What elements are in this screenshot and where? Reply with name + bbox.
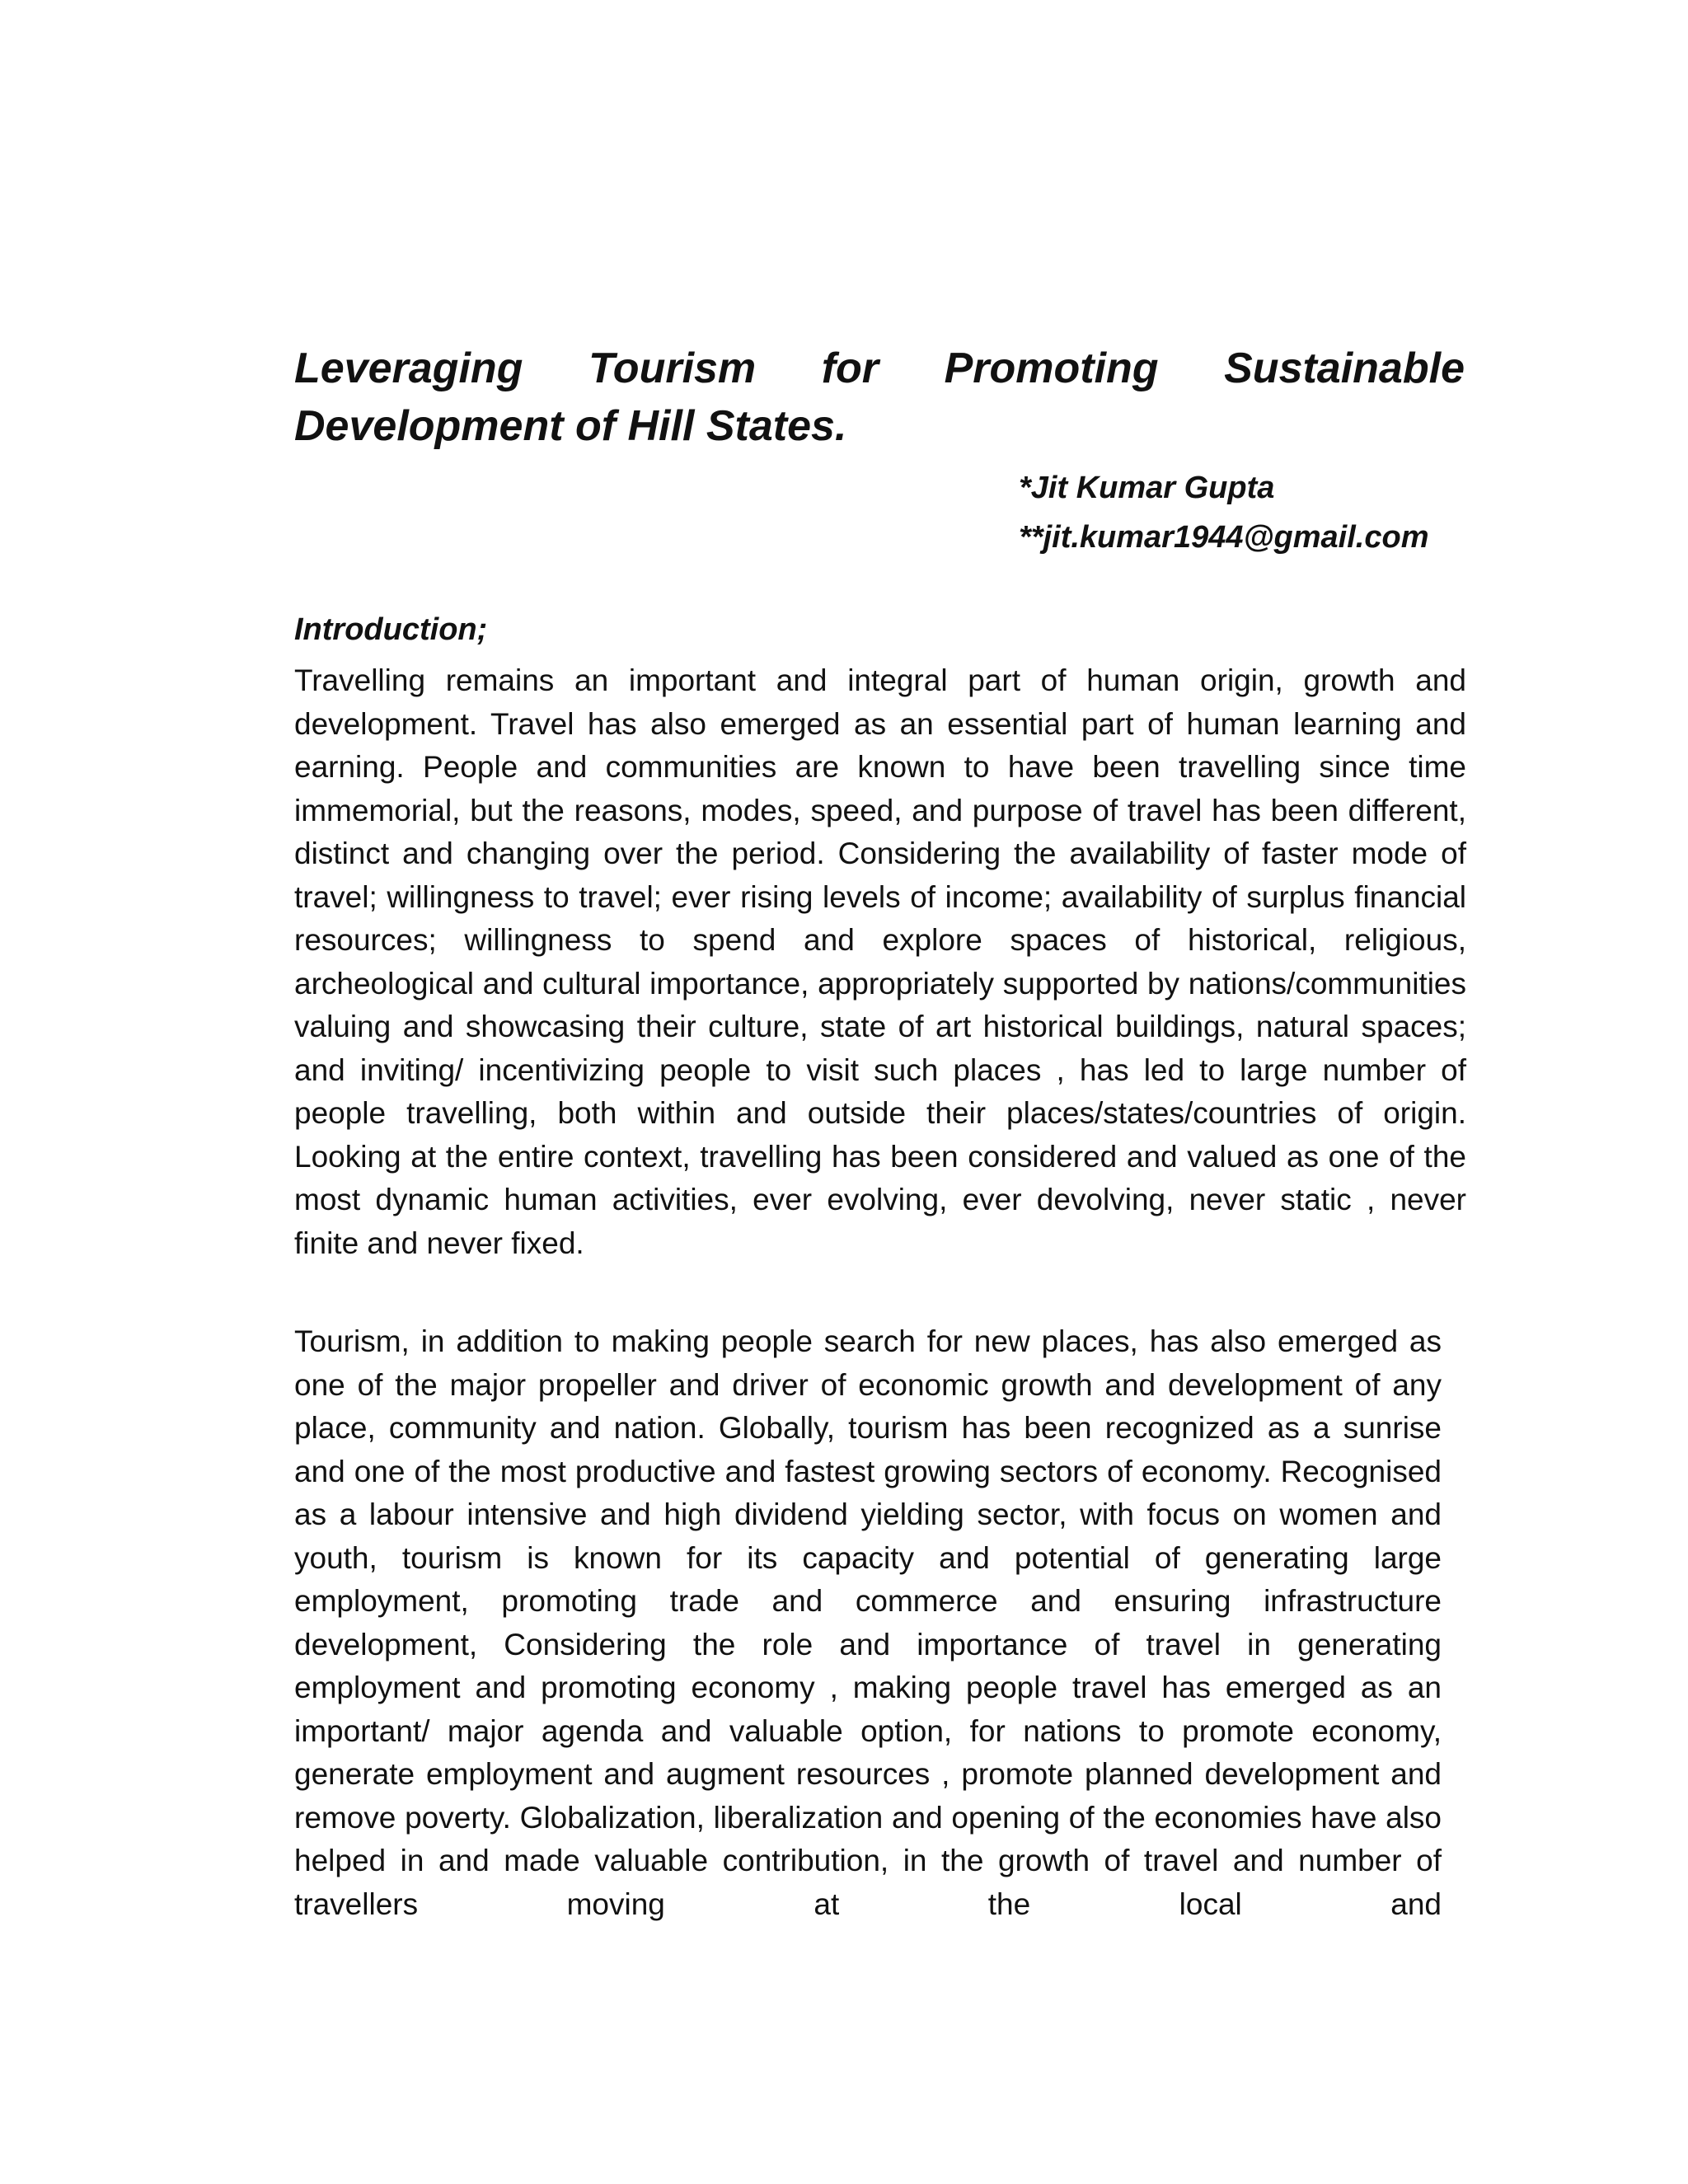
author-block — [1019, 463, 1429, 562]
author-email: **jit.kumar1944@gmail.com — [1019, 520, 1429, 555]
document-title: Leveraging Tourism for Promoting Sustainable Development of Hill States. — [294, 344, 1465, 450]
body-paragraph-1: Travelling remains an important and integral part of human origin, growth and development. Travel has also emerged as an essential part of human learning and earning. People and communities are known to have been travelling since time immemorial, but the reasons, modes, speed, and purpose of travel has been different, distinct and changing over the period. Considering the availability of faster mode of travel; willingness to travel; ever rising levels of income; availability of surplus financial resources; willingness to spend and explore spaces of historical, religious, archeological and cultural importance, appropriately supported by nations/communities valuing and showcasing their culture, state of art historical buildings, natural spaces; and inviting/ incentivizing people to visit such places , has led to large number of people travelling, both within and outside their places/states/countries of origin. Looking at the entire context, travelling has been considered and valued as one of the most dynamic human activities, ever evolving, ever devolving, never static , never finite and never fixed. — [294, 663, 1466, 1260]
author-name: *Jit Kumar Gupta — [1019, 471, 1275, 505]
section-heading-introduction: Introduction; — [294, 612, 488, 647]
body-paragraph-2: Tourism, in addition to making people search for new places, has also emerged as one of the major propeller and driver of economic growth and development of any place, community and nation. Globally, tourism has been recognized as a sunrise and one of the most productive and fastest growing sectors of economy. Recognised as a labour intensive and high dividend yielding sector, with focus on women and youth, tourism is known for its capacity and potential of generating large employment, promoting trade and commerce and ensuring infrastructure development, Considering the role and importance of travel in generating employment and promoting economy , making people travel has emerged as an important/ major agenda and valuable option, for nations to promote economy, generate employment and augment resources , promote planned development and remove poverty. Globalization, liberalization and opening of the economies have also helped in and made valuable contribution, in the growth of travel and number of travellers moving at the local and — [294, 1324, 1442, 1921]
